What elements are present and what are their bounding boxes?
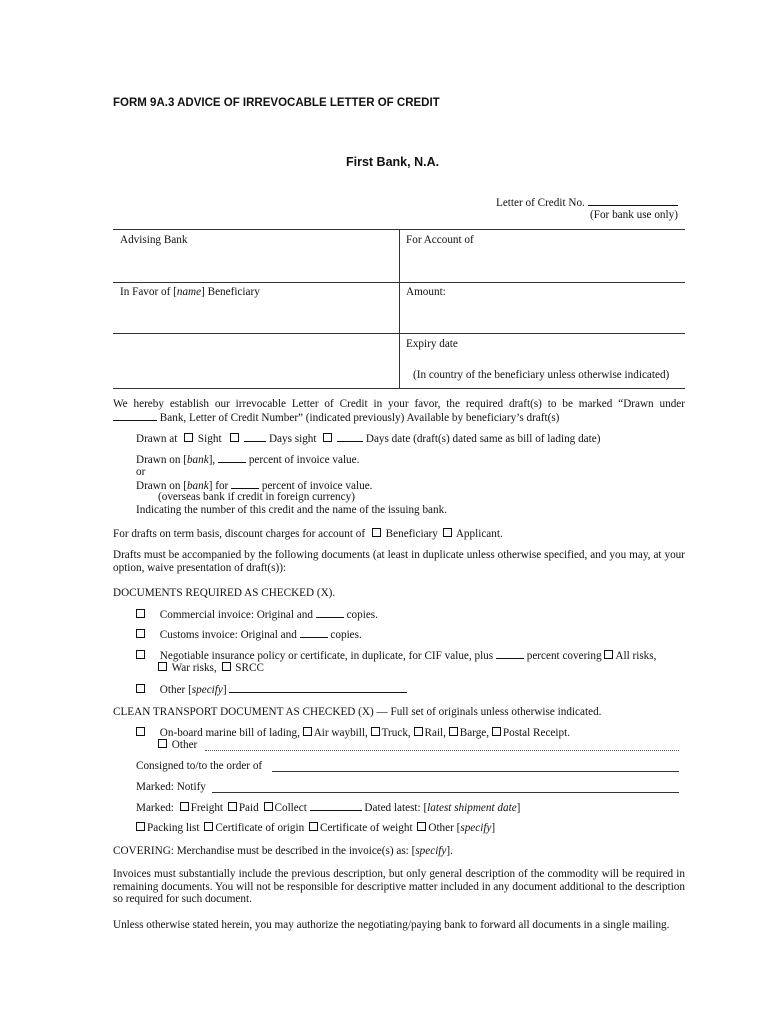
other-document-blank[interactable] [229, 683, 407, 693]
covering-line: COVERING: Merchandise must be described in the invoice(s) as: [specify]. [113, 845, 453, 857]
certs-other-checkbox[interactable] [417, 822, 426, 831]
commercial-invoice-checkbox[interactable] [136, 609, 145, 618]
table-bottom-rule [113, 388, 685, 389]
rail-checkbox[interactable] [414, 727, 423, 736]
lc-number-text: Letter of Credit No. [496, 197, 585, 209]
truck-checkbox[interactable] [371, 727, 380, 736]
sight-checkbox[interactable] [184, 433, 193, 442]
drawn-at-row: Drawn at Sight Days sight Days date (draft(s) dated same as bill of lading date) [136, 433, 601, 445]
customs-invoice-row: Customs invoice: Original and copies. [136, 628, 362, 641]
form-title: FORM 9A.3 ADVICE OF IRREVOCABLE LETTER OF CREDIT [113, 97, 440, 109]
days-sight-blank[interactable] [244, 432, 266, 442]
expiry-date-label: Expiry date [406, 338, 458, 350]
lc-number-label [496, 196, 678, 209]
customs-copies-blank[interactable] [300, 628, 328, 638]
invoices-paragraph: Invoices must substantially include the previous description, but only general description of the commodity will be required in remaining documents. You will not be responsible for descriptive matter included in any document additional to the description so required for such document. [113, 868, 685, 905]
advising-bank-label: Advising Bank [120, 234, 188, 246]
srcc-checkbox[interactable] [222, 662, 231, 671]
drawn-on-line-2: Drawn on [bank] for percent of invoice value. [136, 480, 373, 492]
consigned-label: Consigned to/to the order of [136, 760, 263, 772]
insurance-percent-blank[interactable] [496, 649, 524, 659]
war-risks-checkbox[interactable] [158, 662, 167, 671]
clean-transport-heading: CLEAN TRANSPORT DOCUMENT AS CHECKED (X) — Full set of originals unless otherwise indicated. [113, 706, 602, 718]
establish-line-1: We hereby establish our irrevocable Letter of Credit in your favor, the required draft(s) to be marked “Drawn under [113, 398, 685, 410]
drawn-on-line-1: Drawn on [bank], percent of invoice value. [136, 454, 360, 466]
war-risks-row: War risks, SRCC [158, 662, 264, 674]
marked-notify-label: Marked: Notify [136, 781, 206, 793]
term-basis-row: For drafts on term basis, discount charges for account of Beneficiary Applicant. [113, 528, 503, 540]
transport-other-blank[interactable] [205, 750, 679, 751]
transport-row: On-board marine bill of lading, Air waybill, Truck, Rail, Barge, Postal Receipt. [136, 727, 570, 739]
expiry-note: (In country of the beneficiary unless otherwise indicated) [413, 369, 670, 381]
transport-other-row: Other [158, 739, 197, 751]
marked-notify-blank[interactable] [212, 792, 679, 793]
air-waybill-checkbox[interactable] [303, 727, 312, 736]
days-sight-checkbox[interactable] [230, 433, 239, 442]
days-date-blank[interactable] [337, 432, 363, 442]
barge-checkbox[interactable] [449, 727, 458, 736]
days-date-checkbox[interactable] [323, 433, 332, 442]
certificate-weight-checkbox[interactable] [309, 822, 318, 831]
transport-other-checkbox[interactable] [158, 739, 167, 748]
customs-invoice-checkbox[interactable] [136, 629, 145, 638]
table-column-divider [399, 229, 400, 388]
postal-receipt-checkbox[interactable] [492, 727, 501, 736]
packing-list-checkbox[interactable] [136, 822, 145, 831]
applicant-checkbox[interactable] [443, 528, 452, 537]
beneficiary-checkbox[interactable] [372, 528, 381, 537]
marked-freight-row: Marked: Freight Paid Collect Dated latest: [latest shipment date] [136, 802, 521, 814]
freight-checkbox[interactable] [180, 802, 189, 811]
all-risks-checkbox[interactable] [604, 650, 613, 659]
collect-checkbox[interactable] [264, 802, 273, 811]
insurance-row: Negotiable insurance policy or certificate, in duplicate, for CIF value, plus percent covering All risks, [136, 649, 656, 662]
lc-bank-use: (For bank use only) [590, 209, 678, 221]
commercial-copies-blank[interactable] [316, 608, 344, 618]
indicating-note: Indicating the number of this credit and the name of the issuing bank. [136, 504, 447, 516]
certificates-row: Packing list Certificate of origin Certificate of weight Other [specify] [136, 822, 495, 834]
amount-label: Amount: [406, 286, 446, 298]
insurance-checkbox[interactable] [136, 650, 145, 659]
commercial-invoice-row: Commercial invoice: Original and copies. [136, 608, 378, 621]
docs-required-heading: DOCUMENTS REQUIRED AS CHECKED (X). [113, 587, 336, 599]
onboard-bl-checkbox[interactable] [136, 727, 145, 736]
drawn-under-blank[interactable] [113, 411, 157, 421]
paid-checkbox[interactable] [228, 802, 237, 811]
single-mailing-paragraph: Unless otherwise stated herein, you may authorize the negotiating/paying bank to forward all documents in a single mailing. [113, 919, 670, 931]
collect-blank[interactable] [310, 801, 362, 811]
lc-number-blank[interactable] [588, 196, 678, 206]
drawn-on-percent-blank-2[interactable] [231, 479, 259, 489]
consigned-blank[interactable] [272, 771, 679, 772]
bank-name: First Bank, N.A. [346, 155, 440, 169]
establish-line-2: Bank, Letter of Credit Number” (indicated previously) Available by beneficiary’s draft(s) [113, 411, 559, 424]
drafts-documents-paragraph: Drafts must be accompanied by the following documents (at least in duplicate unless otherwise specified, and you may, at your option, waive presentation of draft(s)): [113, 549, 685, 574]
for-account-of-label: For Account of [406, 234, 474, 246]
other-document-checkbox[interactable] [136, 684, 145, 693]
drawn-on-percent-blank-1[interactable] [218, 453, 246, 463]
or-text: or [136, 466, 146, 478]
in-favor-of-label: In Favor of [name] Beneficiary [120, 286, 260, 298]
certificate-origin-checkbox[interactable] [204, 822, 213, 831]
overseas-note: (overseas bank if credit in foreign currency) [158, 491, 355, 503]
other-document-row: Other [specify] [136, 683, 407, 696]
